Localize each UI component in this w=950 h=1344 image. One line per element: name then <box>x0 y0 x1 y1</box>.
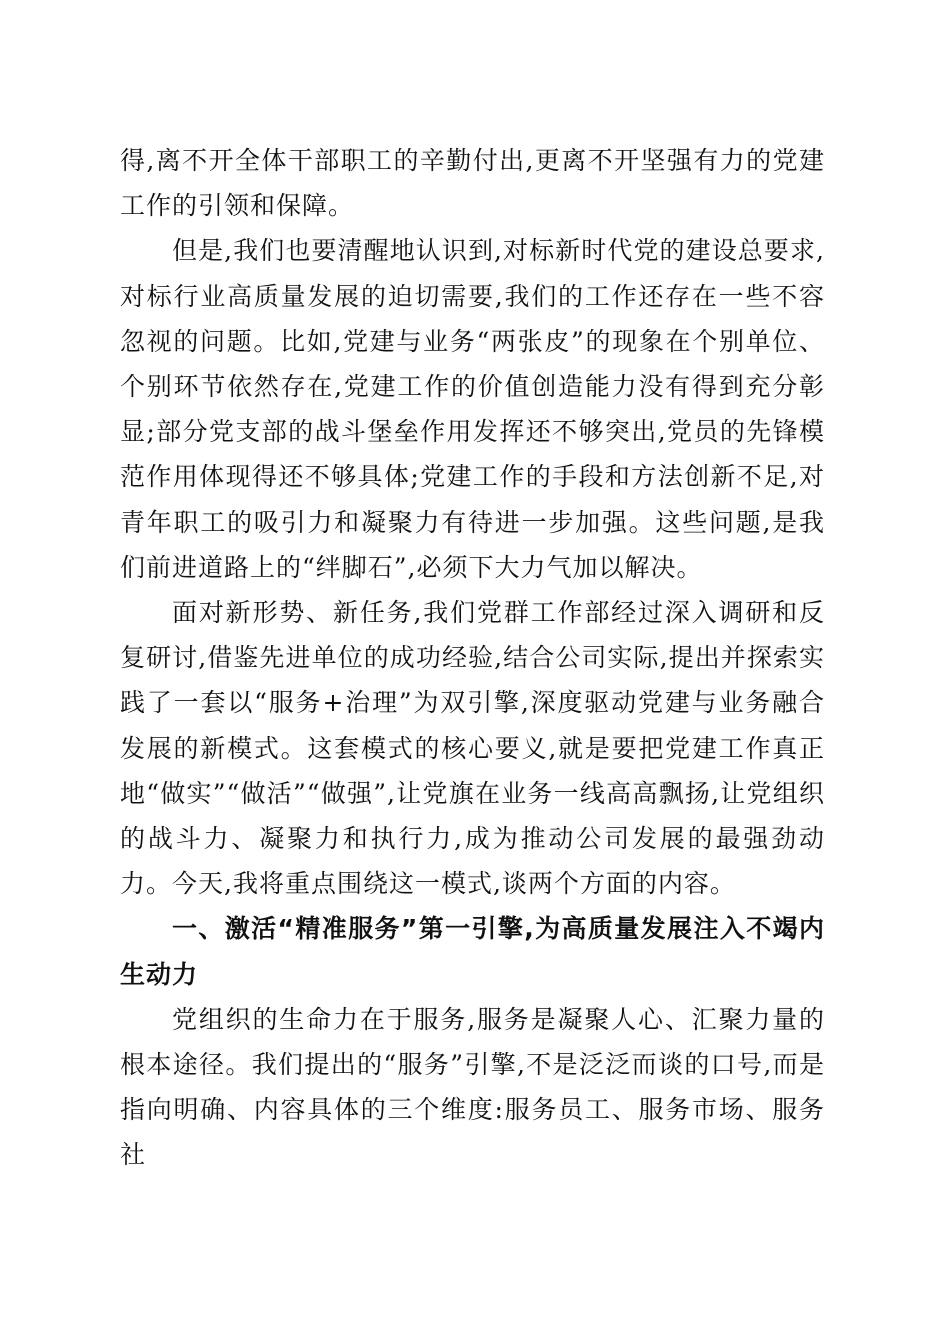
paragraph-problems: 但是,我们也要清醒地认识到,对标新时代党的建设总要求,对标行业高质量发展的迫切需要,我们的工作还存在一些不容忽视的问题。比如,党建与业务“两张皮”的现象在个别单位、个别环节依然存在,党建工作的价值创造能力没有得到充分彰显;部分党支部的战斗堡垒作用发挥还不够突出,党员的先锋模范作用体现得还不够具体;党建工作的手段和方法创新不足,对青年职工的吸引力和凝聚力有待进一步加强。这些问题,是我们前进道路上的“绊脚石”,必须下大力气加以解决。 <box>120 236 825 582</box>
paragraph-continuation: 得,离不开全体干部职工的辛勤付出,更离不开坚强有力的党建工作的引领和保障。 <box>120 146 825 221</box>
document-page <box>120 138 825 1178</box>
paragraph-new-model: 面对新形势、新任务,我们党群工作部经过深入调研和反复研讨,借鉴先进单位的成功经验,结合公司实际,提出并探索实践了一套以“服务+治理”为双引擎,深度驱动党建与业务融合发展的新模式。这套模式的核心要义,就是要把党建工作真正地“做实”“做活”“做强”,让党旗在业务一线高高飘扬,让党组织的战斗力、凝聚力和执行力,成为推动公司发展的最强劲动力。今天,我将重点围绕这一模式,谈两个方面的内容。 <box>120 598 825 899</box>
paragraph-service-engine: 党组织的生命力在于服务,服务是凝聚人心、汇聚力量的根本途径。我们提出的“服务”引擎,不是泛泛而谈的口号,而是指向明确、内容具体的三个维度:服务员工、服务市场、服务社 <box>120 1004 825 1170</box>
section-heading-one: 一、激活“精准服务”第一引擎,为高质量发展注入不竭内生动力 <box>120 914 825 989</box>
